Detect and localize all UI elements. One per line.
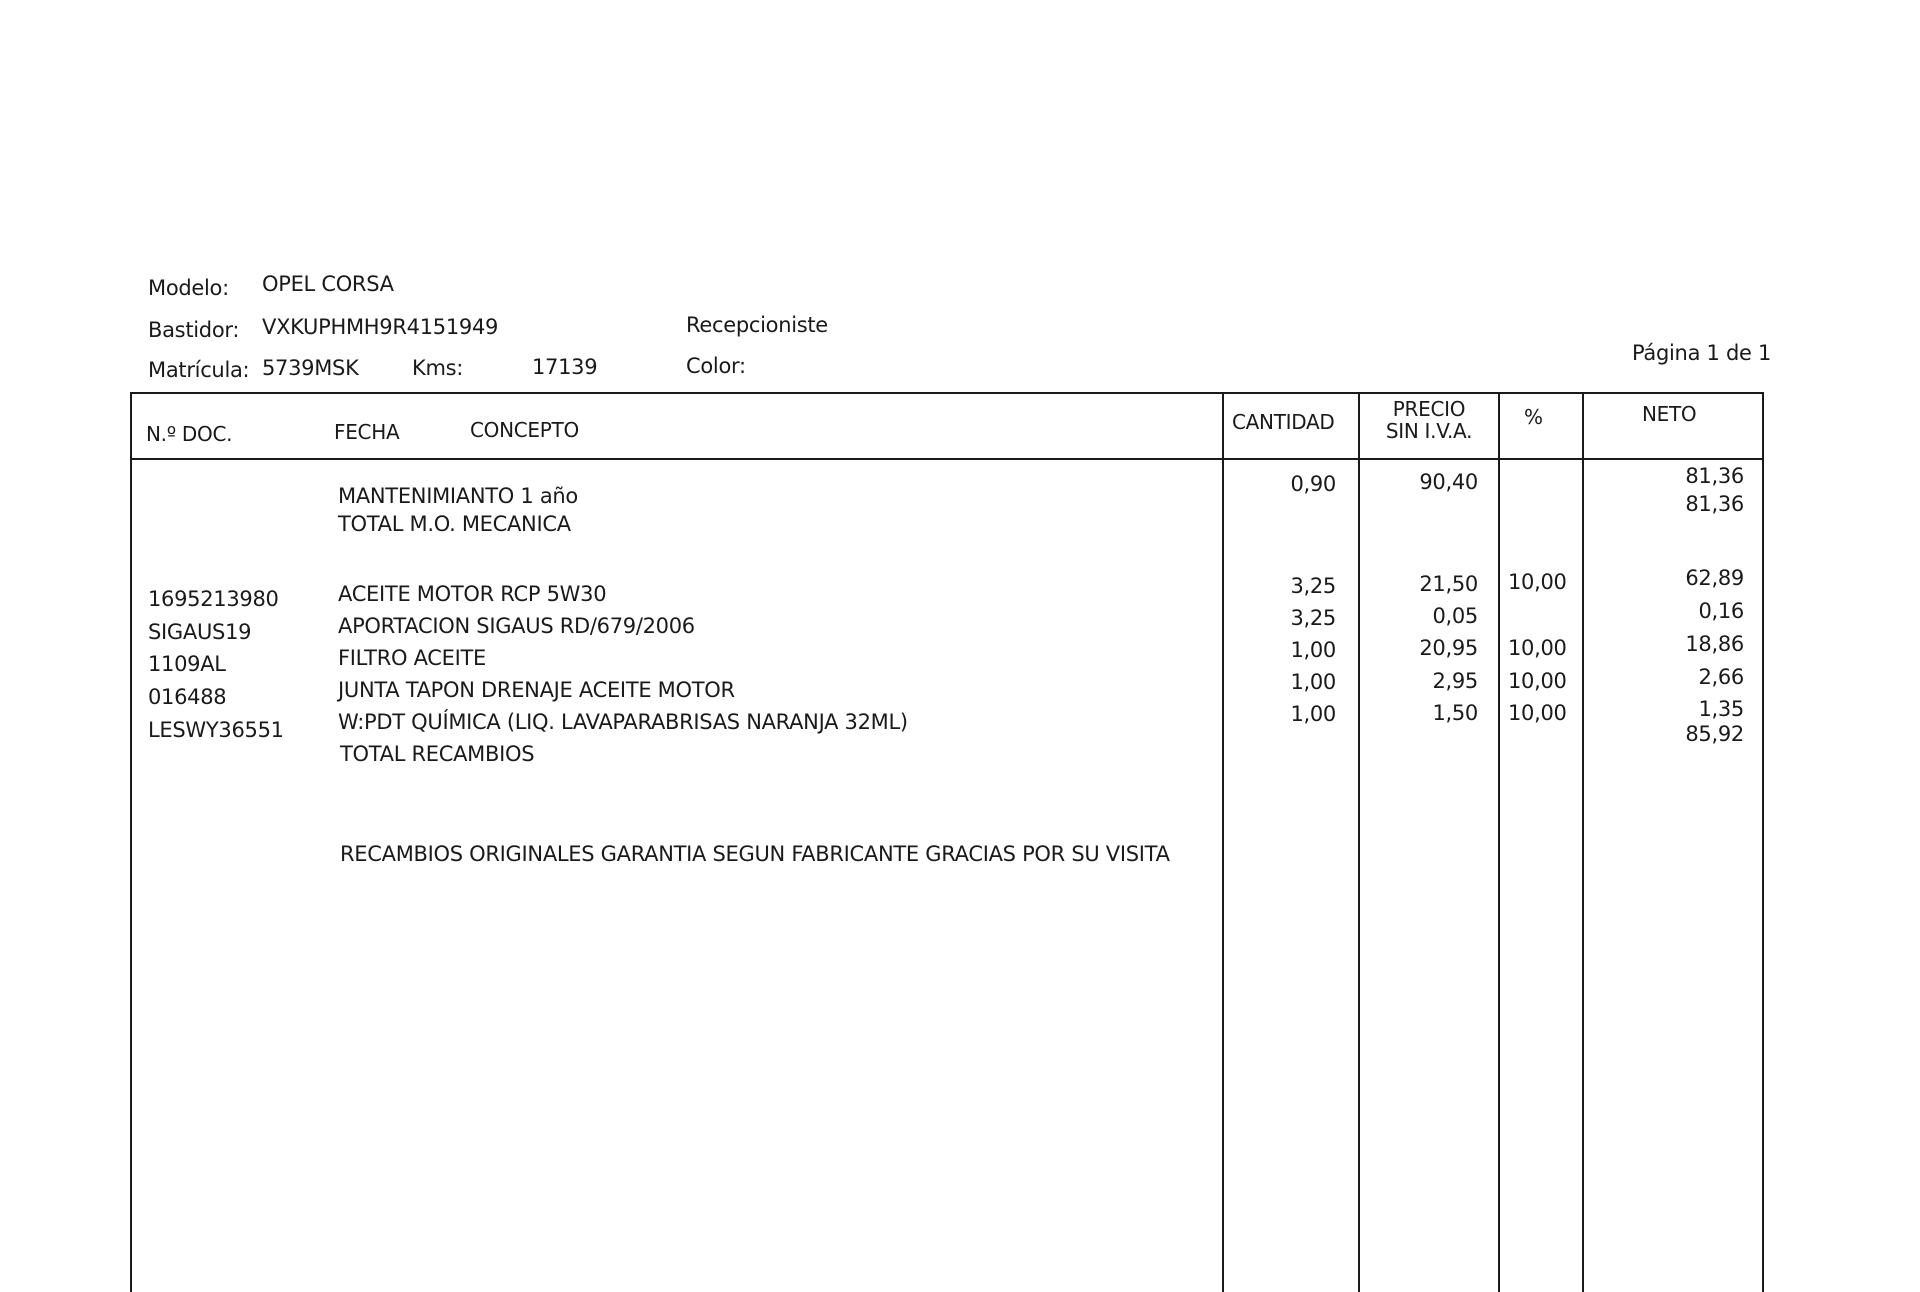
part-precio: 20,95	[1419, 636, 1478, 660]
col-divider-cantidad	[1222, 392, 1224, 1292]
col-header-pct: %	[1524, 405, 1543, 429]
bastidor-value: VXKUPHMH9R4151949	[262, 315, 499, 339]
col-header-precio-line2: SIN I.V.A.	[1385, 419, 1473, 443]
part-concept: W:PDT QUÍMICA (LIQ. LAVAPARABRISAS NARANJA 32ML)	[338, 710, 908, 734]
col-divider-neto	[1582, 392, 1584, 1292]
part-pct: 10,00	[1508, 636, 1567, 660]
part-precio: 21,50	[1419, 572, 1478, 596]
labor-total-value: 81,36	[1685, 492, 1744, 516]
col-header-precio-line1: PRECIO	[1392, 397, 1466, 421]
parts-total-value: 85,92	[1685, 722, 1744, 746]
part-concept: JUNTA TAPON DRENAJE ACEITE MOTOR	[338, 678, 735, 702]
modelo-value: OPEL CORSA	[262, 272, 394, 296]
part-precio: 1,50	[1432, 701, 1478, 725]
part-precio: 2,95	[1432, 669, 1478, 693]
part-cantidad: 1,00	[1290, 638, 1336, 662]
part-neto: 62,89	[1685, 566, 1744, 590]
part-precio: 0,05	[1432, 604, 1478, 628]
recepcionista-label: Recepcioniste	[686, 313, 828, 337]
part-pct: 10,00	[1508, 669, 1567, 693]
part-doc: LESWY36551	[148, 718, 284, 742]
part-doc: 1695213980	[148, 587, 279, 611]
labor-precio: 90,40	[1419, 470, 1478, 494]
labor-concept: MANTENIMIANTO 1 año	[338, 484, 578, 508]
part-neto: 2,66	[1698, 665, 1744, 689]
part-doc: SIGAUS19	[148, 620, 252, 644]
kms-label: Kms:	[412, 356, 464, 380]
footer-note: RECAMBIOS ORIGINALES GARANTIA SEGUN FABRICANTE GRACIAS POR SU VISITA	[340, 842, 1170, 866]
part-neto: 0,16	[1698, 599, 1744, 623]
color-label: Color:	[686, 354, 746, 378]
col-header-precio	[1360, 398, 1498, 442]
page-indicator: Página 1 de 1	[1632, 341, 1772, 365]
part-cantidad: 1,00	[1290, 670, 1336, 694]
col-divider-precio	[1358, 392, 1360, 1292]
header-divider	[130, 458, 1764, 460]
parts-total-label: TOTAL RECAMBIOS	[340, 742, 535, 766]
col-header-fecha: FECHA	[334, 420, 400, 444]
part-neto: 18,86	[1685, 632, 1744, 656]
part-pct: 10,00	[1508, 570, 1567, 594]
labor-neto: 81,36	[1685, 464, 1744, 488]
matricula-label: Matrícula:	[148, 358, 250, 382]
part-cantidad: 1,00	[1290, 702, 1336, 726]
part-concept: APORTACION SIGAUS RD/679/2006	[338, 614, 695, 638]
part-cantidad: 3,25	[1290, 606, 1336, 630]
matricula-value: 5739MSK	[262, 356, 359, 380]
col-divider-pct	[1498, 392, 1500, 1292]
col-header-doc: N.º DOC.	[146, 422, 233, 446]
col-header-neto: NETO	[1642, 402, 1697, 426]
part-concept: FILTRO ACEITE	[338, 646, 487, 670]
part-cantidad: 3,25	[1290, 574, 1336, 598]
col-header-cantidad: CANTIDAD	[1232, 410, 1335, 434]
modelo-label: Modelo:	[148, 276, 229, 300]
part-concept: ACEITE MOTOR RCP 5W30	[338, 582, 607, 606]
col-header-concepto: CONCEPTO	[470, 418, 579, 442]
part-doc: 1109AL	[148, 652, 226, 676]
part-pct: 10,00	[1508, 701, 1567, 725]
bastidor-label: Bastidor:	[148, 318, 240, 342]
part-doc: 016488	[148, 685, 227, 709]
kms-value: 17139	[532, 355, 598, 379]
part-neto: 1,35	[1698, 697, 1744, 721]
labor-total-label: TOTAL M.O. MECANICA	[338, 512, 571, 536]
labor-cantidad: 0,90	[1290, 472, 1336, 496]
